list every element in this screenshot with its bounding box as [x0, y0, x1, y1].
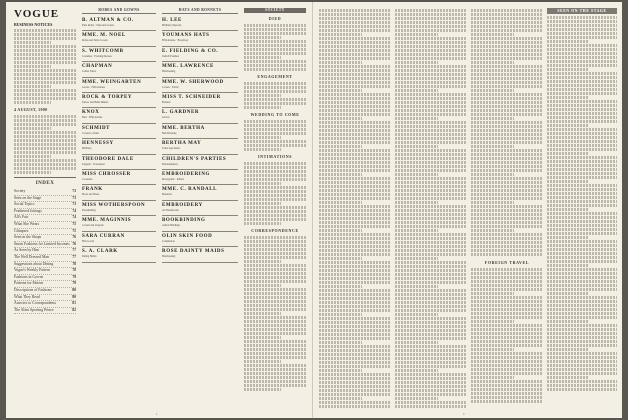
advertisement	[82, 232, 156, 247]
robes-heading: ROBES AND GOWNS	[82, 8, 156, 14]
advertisement-title: B. ALTMAN & CO.	[82, 18, 134, 23]
advertisement-title: MISS CHROSSER	[82, 172, 131, 178]
advertisement-title: OLIN SKIN FOOD	[162, 233, 213, 239]
advertisement	[82, 16, 156, 31]
index-entry-label: Social Topics	[14, 202, 35, 207]
advertisement-title: MME. W. SHERWOOD	[162, 79, 224, 85]
column-right-1	[319, 8, 391, 412]
index-entry-page: 73	[72, 189, 76, 193]
advertisement-subtitle: Riding Habits	[82, 255, 97, 259]
advertisement-subtitle: Boots and Shoes	[82, 193, 100, 197]
advertisement-title: CHAPMAN	[82, 64, 113, 70]
advertisement	[82, 185, 156, 200]
advertisement	[82, 155, 156, 170]
index-entry-label: Answers to Correspondents	[14, 301, 56, 306]
advertisement	[82, 62, 156, 77]
advertisement	[162, 108, 238, 123]
index-entry-label: The Alien Sporting Prince	[14, 307, 54, 312]
index-entry-page: 82	[72, 307, 76, 312]
advertisement	[162, 201, 238, 216]
advertisement-subtitle: Bonnets	[162, 101, 171, 105]
advertisement-title: MISS T. SCHNEIDER	[162, 95, 221, 101]
advertisement	[162, 247, 238, 262]
advertisement-subtitle: Art Needlework	[162, 208, 179, 212]
advertisement-subtitle: Paris Robes · Imported Gowns	[82, 24, 114, 27]
index-entry-page: 78	[72, 268, 76, 273]
index-entry	[14, 235, 76, 242]
advertisement-subtitle: Tailors and Habit Makers	[82, 101, 109, 105]
advertisement-subtitle: Ostrich Feathers	[162, 54, 180, 58]
advertisement-subtitle: Complexion	[162, 239, 175, 243]
index-entry-page: 77	[72, 254, 76, 259]
advertisement-subtitle: Dressmaking	[82, 208, 96, 212]
advertisement	[82, 108, 156, 123]
advertisement-title: SARA CURRAN	[82, 233, 125, 239]
index-entry-page: 80	[72, 287, 76, 292]
advertisement-title: CHILDREN'S PARTIES	[162, 156, 227, 162]
index-entry	[14, 268, 76, 275]
advertisement-title: H. LEE	[162, 18, 182, 23]
advertisement-title: ROSE DAINTY MAIDS	[162, 249, 225, 255]
advertisement-title: MME. C. RANDALL	[162, 187, 218, 193]
left-page	[6, 2, 313, 418]
index-entry	[14, 301, 76, 308]
column-robes-ads	[82, 8, 156, 412]
column-right-2	[395, 8, 467, 412]
index-entry	[14, 308, 76, 315]
advertisement	[82, 78, 156, 93]
advertisement-subtitle: Gowns · Fifth Avenue	[82, 85, 105, 89]
index-entry-page: 76	[72, 241, 76, 246]
index-entry	[14, 242, 76, 249]
advertisement-title: EMBROIDERY	[162, 202, 203, 208]
advertisement-subtitle: Corsets · Forms	[162, 85, 179, 89]
index-entry	[14, 196, 76, 203]
right-page	[313, 2, 622, 418]
index-entry-label: Seen in the Shops	[14, 235, 42, 240]
index-entry-label: Society	[14, 189, 26, 193]
advertisement-subtitle: Fifth Avenue · Broadway	[162, 39, 189, 43]
advertisement-subtitle: Ladies' Tailor	[82, 70, 97, 74]
advertisement-title: BOOKBINDING	[162, 218, 206, 224]
seen-on-stage-heading: SEEN ON THE STAGE	[547, 8, 617, 14]
index-entry-page: 75	[72, 221, 76, 226]
index-entry-page: 80	[72, 294, 76, 299]
index-entry-label: Seen on the Stage	[14, 195, 42, 200]
advertisement	[82, 139, 156, 154]
index-list	[14, 189, 76, 314]
advertisement-title: FRANK	[82, 187, 103, 193]
advertisement	[82, 247, 156, 262]
foreign-travel-heading: FOREIGN TRAVEL	[484, 260, 530, 265]
advertisement-subtitle: Hats · Fifth Avenue	[82, 116, 103, 120]
index-heading: INDEX	[35, 181, 55, 186]
advertisement-title: MME. WEINGARTEN	[82, 79, 142, 85]
index-entry	[14, 189, 76, 196]
index-entry-page: 75	[72, 228, 76, 233]
advertisement	[162, 62, 238, 77]
engagement-heading: ENGAGEMENT	[257, 74, 293, 79]
advertisement-title: MME. M. NOEL	[82, 33, 126, 39]
index-entry-label: Vogue's Weekly Pattern	[14, 268, 50, 273]
column-society	[244, 8, 306, 412]
advertisement-subtitle: Entertainments	[162, 162, 178, 166]
index-entry	[14, 288, 76, 295]
index-entry-label: What They Read	[14, 294, 40, 299]
advertisement-title: EMBROIDERING	[162, 172, 211, 178]
hats-heading: HATS AND BONNETS	[162, 8, 238, 14]
intimations-heading: INTIMATIONS	[257, 154, 293, 159]
advertisement-title: YOUMANS HATS	[162, 33, 210, 39]
advertisement-title: ROCK & TORPEY	[82, 95, 133, 101]
advertisement	[162, 170, 238, 185]
advertisement-subtitle: Millinery	[82, 147, 92, 151]
advertisement	[82, 47, 156, 62]
advertisement	[82, 201, 156, 216]
advertisement	[82, 170, 156, 185]
advertisement	[162, 124, 238, 139]
index-entry-label: Fashions in Gowns	[14, 274, 44, 279]
index-entry	[14, 209, 76, 216]
advertisement-subtitle: Costumes · Evening Dresses	[82, 54, 112, 58]
index-entry-page: 74	[72, 208, 76, 213]
advertisement-subtitle: Robes and Tailor Gowns	[82, 39, 108, 43]
index-entry-label: Patterns for Pattern	[14, 281, 44, 286]
ads-list-b	[162, 16, 238, 263]
column-hats-ads	[162, 8, 238, 412]
advertisement-subtitle: Corsets and Lingerie	[82, 224, 104, 228]
index-entry	[14, 281, 76, 288]
index-entry-label: Glimpses	[14, 228, 29, 233]
index-entry-page: 77	[72, 248, 76, 253]
advertisement-subtitle: Corsetiere	[82, 178, 93, 182]
advertisement	[162, 47, 238, 62]
index-entry-page: 78	[72, 261, 76, 266]
advertisement	[82, 93, 156, 108]
index-entry-page: 73	[72, 202, 76, 207]
index-entry-page: 73	[72, 195, 76, 200]
advertisement-subtitle: Hairdressing	[162, 255, 176, 259]
advertisement-title: MME. MAGINNIS	[82, 218, 132, 224]
advertisement-subtitle: Toilet Specialties	[162, 147, 180, 151]
advertisement	[162, 31, 238, 46]
advertisement	[82, 124, 156, 139]
index-entry	[14, 215, 76, 222]
issue-date: 4 AUGUST, 1900	[14, 107, 48, 112]
index-entry-label: Descriptions of Fashions	[14, 287, 52, 292]
column-masthead	[14, 8, 76, 412]
advertisement	[162, 93, 238, 108]
index-entry-label: What She Wears	[14, 221, 40, 226]
correspondence-heading: CORRESPONDENCE	[251, 228, 299, 233]
advertisement-title: KNOX	[82, 110, 100, 116]
index-entry-page: 81	[72, 301, 76, 306]
masthead-title: VOGUE	[14, 8, 60, 20]
column-right-4	[547, 8, 617, 412]
advertisement-title: L. GARDNER	[162, 110, 200, 116]
index-entry-label: All's Fair	[14, 215, 29, 220]
died-heading: DIED	[268, 16, 282, 21]
index-entry-page: 79	[72, 281, 76, 286]
magazine-spread	[6, 2, 622, 418]
advertisement-title: HENNESSY	[82, 141, 114, 147]
index-entry-label: As Seen by Him	[14, 248, 39, 253]
advertisement-subtitle: Corsets to Order	[82, 131, 100, 135]
advertisement	[162, 139, 238, 154]
advertisement-title: BERTHA MAY	[162, 141, 202, 147]
index-entry-label: Feathered Jottings	[14, 208, 42, 213]
advertisement-title: S. WHITCOMB	[82, 48, 124, 54]
index-entry-page: 79	[72, 274, 76, 279]
advertisement-subtitle: Hair Dressing	[162, 131, 177, 135]
advertisement-title: E. FIELDING & CO.	[162, 48, 219, 54]
advertisement-title: SCHMIDT	[82, 125, 111, 131]
advertisement	[162, 216, 238, 231]
advertisement-subtitle: Millinery Importer	[162, 24, 182, 27]
advertisement-title: MME. LAWRENCE	[162, 64, 214, 70]
index-entry	[14, 255, 76, 262]
advertisement-title: THEODORE DALE	[82, 156, 134, 162]
advertisement-subtitle: Artistic Bindings	[162, 224, 180, 228]
index-entry	[14, 262, 76, 269]
advertisement-subtitle: Manicure	[162, 193, 172, 197]
advertisement-subtitle: Hairdressing	[162, 70, 176, 74]
advertisement	[162, 78, 238, 93]
advertisement	[162, 185, 238, 200]
index-entry-page: 74	[72, 215, 76, 220]
advertisement	[162, 16, 238, 31]
wedding-heading: WEDDING TO COME	[250, 112, 300, 117]
advertisement-subtitle: Gloves	[162, 116, 170, 120]
index-entry	[14, 295, 76, 302]
index-entry-page: 76	[72, 235, 76, 240]
index-entry	[14, 275, 76, 282]
advertisement-title: MME. BERTHA	[162, 125, 205, 131]
index-entry	[14, 229, 76, 236]
society-heading: SOCIETY	[244, 8, 306, 13]
advertisement-subtitle: Lingerie · Trousseaux	[82, 162, 105, 166]
ads-list-a	[82, 16, 156, 263]
left-page-number: a	[156, 412, 158, 416]
advertisement-subtitle: Monograms · Initials	[162, 178, 184, 182]
index-entry-label: Smart Fashions for Limited Incomes	[14, 241, 70, 246]
advertisement	[162, 155, 238, 170]
index-entry	[14, 202, 76, 209]
advertisement	[162, 232, 238, 247]
right-page-number: b	[463, 412, 465, 416]
index-entry-label: Suggestions about Dining	[14, 261, 54, 266]
index-entry	[14, 222, 76, 229]
business-notices-heading: BUSINESS NOTICES	[14, 22, 53, 27]
index-entry-label: The Well Dressed Man	[14, 254, 49, 259]
advertisement-title: MISS WOTHERSPOON	[82, 202, 146, 208]
column-right-3	[471, 8, 543, 412]
advertisement	[82, 216, 156, 231]
advertisement-subtitle: Hair Goods	[82, 239, 95, 243]
advertisement-title: S. A. CLARK	[82, 249, 118, 255]
index-entry	[14, 248, 76, 255]
advertisement	[82, 31, 156, 46]
